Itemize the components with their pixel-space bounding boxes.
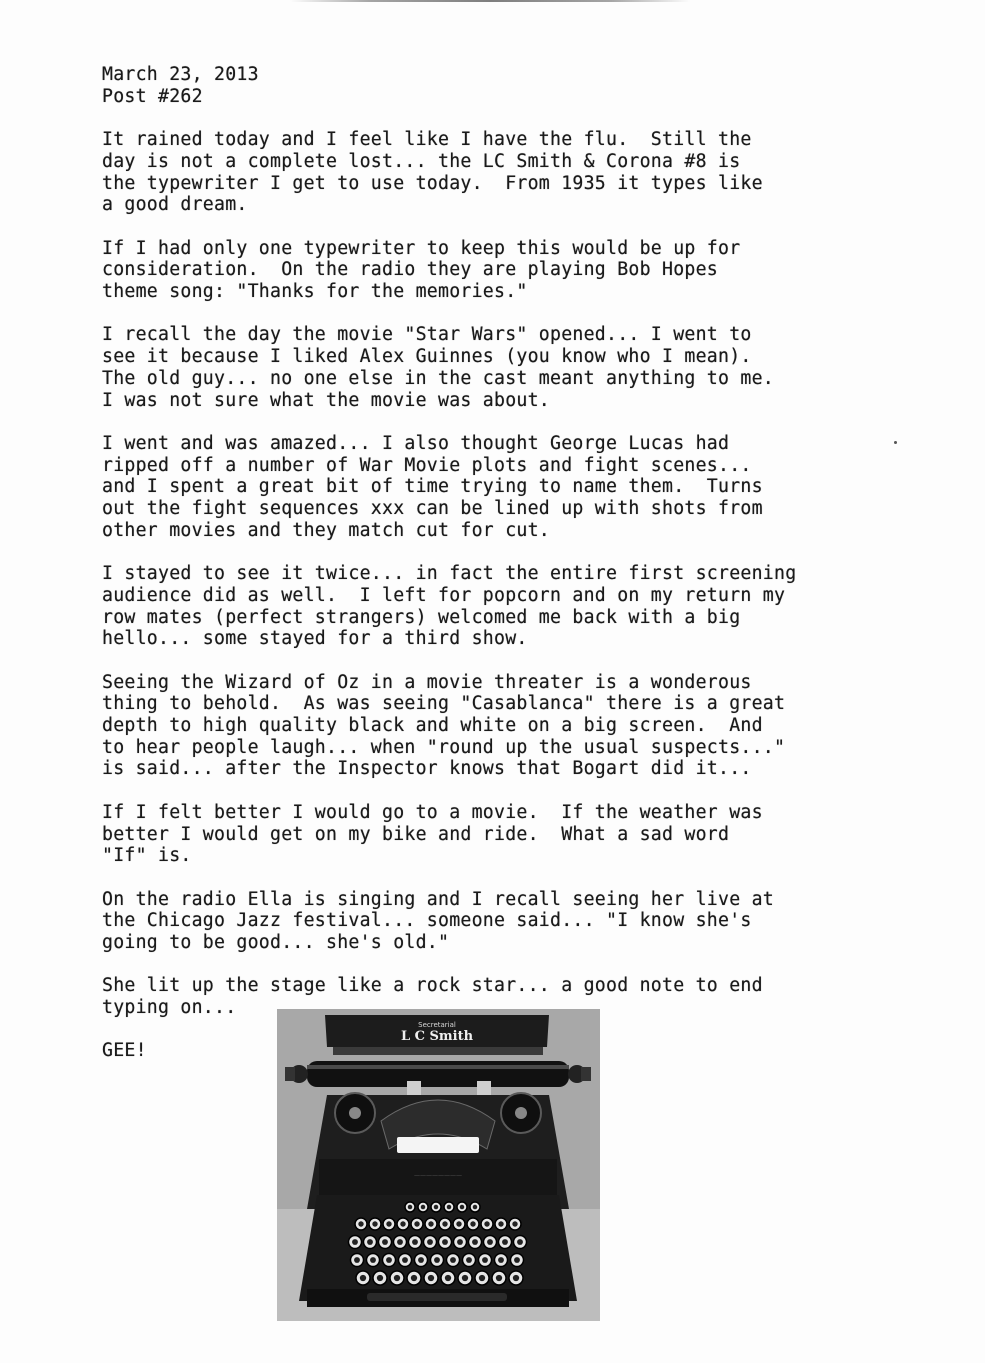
typewriter-key-letter	[377, 1275, 383, 1281]
paragraph-gap	[102, 780, 922, 802]
letter-line: is said... after the Inspector knows that Bogart did it...	[102, 758, 752, 780]
letter-line: the typewriter I get to use today. From 1935 it types like	[102, 172, 763, 194]
typewriter-key-letter	[445, 1275, 451, 1281]
typewriter-key-letter	[402, 1257, 408, 1263]
letter-line: the Chicago Jazz festival... someone said... "I know she's	[102, 910, 752, 932]
paragraph-gap	[102, 541, 922, 563]
letter-line: better I would get on my bike and ride. What a sad word	[102, 823, 730, 845]
letter-line: ripped off a number of War Movie plots and fight scenes...	[102, 454, 752, 476]
paragraph-gap	[102, 954, 922, 976]
letter-line: going to be good... she's old."	[102, 932, 450, 953]
letter-line: out the fight sequences xxx can be lined up with shots from	[102, 498, 763, 519]
typewriter-key-letter	[517, 1239, 523, 1245]
typewriter-key-letter	[502, 1239, 508, 1245]
letter-line: If I had only one typewriter to keep this would be up for	[102, 237, 741, 259]
letter-line: The old guy... no one else in the cast meant anything to me.	[102, 367, 774, 389]
letter-line: On the radio Ella is singing and I recall seeing her live at	[102, 888, 774, 910]
typewriter-key-letter	[412, 1239, 418, 1245]
typewriter-illustration	[277, 1009, 600, 1321]
typewriter-key-letter	[447, 1205, 452, 1210]
top-edge-rule	[290, 0, 690, 2]
typewriter-key-letter	[473, 1205, 478, 1210]
letter-line: other movies and they match cut for cut.	[102, 519, 550, 541]
typewriter-key-letter	[442, 1221, 447, 1226]
typewriter-key-letter	[442, 1239, 448, 1245]
paragraph-gap	[102, 867, 922, 889]
typewriter-key-letter	[462, 1275, 468, 1281]
paragraph-gap	[102, 411, 922, 433]
typewriter-key-letter	[354, 1257, 360, 1263]
letter-line: Seeing the Wizard of Oz in a movie threater is a wonderous	[102, 671, 752, 693]
typewriter-key-letter	[466, 1257, 472, 1263]
letter-line: consideration. On the radio they are playing Bob Hopes	[102, 259, 718, 281]
typewriter-key-letter	[470, 1221, 475, 1226]
letter-line: to hear people laugh... when "round up the usual suspects..."	[102, 736, 786, 758]
letter-line: hello... some stayed for a third show.	[102, 628, 528, 650]
typewriter-key-letter	[484, 1221, 489, 1226]
typewriter-key-letter	[352, 1239, 358, 1245]
typewriter-key-letter	[498, 1257, 504, 1263]
letter-paragraphs	[102, 129, 922, 1040]
paragraph-gap	[102, 650, 922, 672]
typewriter-key-letter	[450, 1257, 456, 1263]
typewriter-key-letter	[456, 1221, 461, 1226]
letter-line: It rained today and I feel like I have the flu. Still the	[102, 129, 752, 151]
letter-date: March 23, 2013	[102, 64, 259, 85]
letter-line: I went and was amazed... I also thought George Lucas had	[102, 432, 730, 454]
typewriter-key-letter	[360, 1275, 366, 1281]
letter-line: typing on...	[102, 997, 237, 1019]
typewriter-key-letter	[487, 1239, 493, 1245]
typewriter-key-letter	[358, 1221, 363, 1226]
typewriter-key-letter	[434, 1205, 439, 1210]
typewriter-key-letter	[382, 1239, 388, 1245]
letter-line: depth to high quality black and white on a big screen. And	[102, 715, 763, 736]
typewriter-key-letter	[427, 1239, 433, 1245]
typewriter-key-letter	[472, 1239, 478, 1245]
letter-signature: GEE!	[102, 1040, 147, 1062]
letter-line: a good dream.	[102, 194, 248, 216]
typewriter-key-letter	[496, 1275, 502, 1281]
letter-line: If I felt better I would go to a movie. If the weather was	[102, 801, 763, 823]
typewriter-key-letter	[482, 1257, 488, 1263]
photo-brand-plate: L C Smith	[400, 1029, 474, 1044]
letter-line: see it because I liked Alex Guinnes (you know who I mean).	[102, 346, 752, 368]
typewriter-key-letter	[418, 1257, 424, 1263]
typewriter-key-letter	[372, 1221, 377, 1226]
typewriter-key-letter	[397, 1239, 403, 1245]
letter-line: I recall the day the movie "Star Wars" opened... I went to	[102, 324, 752, 346]
typewriter-key-letter	[479, 1275, 485, 1281]
typewriter-key-letter	[367, 1239, 373, 1245]
typewriter-key-letter	[421, 1205, 426, 1210]
letter-line: "If" is.	[102, 845, 192, 867]
typewriter-key-letter	[411, 1275, 417, 1281]
typewriter-key-letter	[370, 1257, 376, 1263]
paragraph-gap	[102, 107, 922, 129]
typewriter-key-letter	[457, 1239, 463, 1245]
typewriter-key-letter	[512, 1221, 517, 1226]
typewriter-key-letter	[434, 1257, 440, 1263]
typewriter-key-letter	[394, 1275, 400, 1281]
letter-line: thing to behold. As was seeing "Casablanca" there is a great	[102, 693, 786, 715]
typewriter-key-letter	[460, 1205, 465, 1210]
letter-line: audience did as well. I left for popcorn and on my return my	[102, 584, 786, 606]
letter-post-number: Post #262	[102, 85, 203, 107]
letter-line: and I spent a great bit of time trying to name them. Turns	[102, 476, 763, 498]
letter-line: theme song: "Thanks for the memories."	[102, 281, 528, 302]
typewriter-key-letter	[414, 1221, 419, 1226]
letter-line: day is not a complete lost... the LC Smith & Corona #8 is	[102, 150, 741, 172]
letter-body	[102, 64, 922, 1062]
typewriter-key-letter	[400, 1221, 405, 1226]
typewriter-key-letter	[428, 1275, 434, 1281]
typewriter-key-letter	[408, 1205, 413, 1210]
typewriter-key-letter	[513, 1275, 519, 1281]
typewriter-photo	[277, 1009, 600, 1321]
typewriter-key-letter	[386, 1257, 392, 1263]
paragraph-gap	[102, 216, 922, 238]
typewriter-key-letter	[498, 1221, 503, 1226]
letter-line: I was not sure what the movie was about.	[102, 389, 550, 411]
typewriter-key-letter	[428, 1221, 433, 1226]
paragraph-gap	[102, 303, 922, 325]
letter-line: I stayed to see it twice... in fact the entire first screening	[102, 563, 797, 585]
letter-line: row mates (perfect strangers) welcomed me back with a big	[102, 606, 741, 628]
typewriter-key-letter	[514, 1257, 520, 1263]
front-decal: ————————	[414, 1172, 462, 1179]
photo-model-word: Secretarial	[418, 1021, 456, 1029]
letter-line: She lit up the stage like a rock star... a good note to end	[102, 975, 763, 997]
typewriter-key-letter	[386, 1221, 391, 1226]
